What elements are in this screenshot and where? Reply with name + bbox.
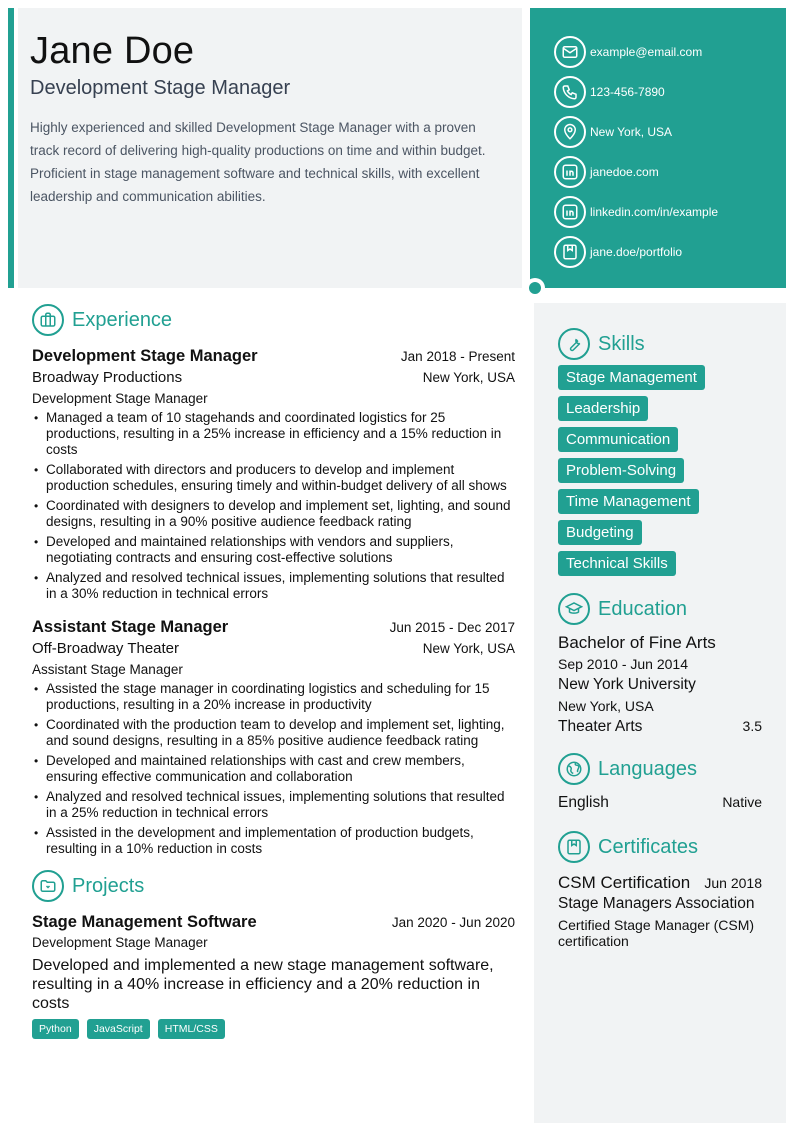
language-name: English xyxy=(558,794,609,811)
bullet: • Developed and maintained relationships with vendors and suppliers, negotiating contracts and ensuring cost-effective solutions xyxy=(32,534,515,566)
certificate-icon xyxy=(558,831,590,863)
education-score: 3.5 xyxy=(742,718,762,734)
skills-list xyxy=(558,365,762,582)
email-icon xyxy=(554,36,586,68)
languages-title: Languages xyxy=(598,757,697,780)
bullet: • Coordinated with the production team to develop and implement set, lighting, and sound designs, resulting in a 85% positive audience feedback rating xyxy=(32,717,515,749)
languages-heading xyxy=(558,752,762,786)
left-column xyxy=(32,303,515,1039)
briefcase-icon xyxy=(32,304,64,336)
experience-company: Off-Broadway Theater xyxy=(32,640,180,657)
projects-heading xyxy=(32,869,515,903)
education-area: Theater Arts xyxy=(558,718,643,735)
right-column xyxy=(534,303,786,1123)
experience-location: New York, USA xyxy=(422,370,515,385)
project-tags xyxy=(32,1019,515,1039)
portfolio-icon xyxy=(554,236,586,268)
education-degree: Bachelor of Fine Arts xyxy=(558,633,716,652)
job-title: Development Stage Manager xyxy=(30,77,291,99)
language-entry xyxy=(558,792,762,814)
experience-date: Jun 2015 - Dec 2017 xyxy=(389,620,515,635)
skill-badge: Communication xyxy=(558,427,678,452)
contact-website-text: janedoe.com xyxy=(590,165,659,179)
experience-location: New York, USA xyxy=(422,641,515,656)
bullet: • Managed a team of 10 stagehands and coordinated logistics for 25 productions, resulting in a 25% increase in efficiency and a 15% reduction in costs xyxy=(32,410,515,458)
skill-badge: Problem-Solving xyxy=(558,458,684,483)
contact-portfolio-text: jane.doe/portfolio xyxy=(590,245,683,259)
experience-heading xyxy=(32,303,515,337)
certificates-title: Certificates xyxy=(598,835,699,858)
contact-linkedin[interactable] xyxy=(554,192,786,232)
project-role: Development Stage Manager xyxy=(32,935,208,950)
experience-role: Development Stage Manager xyxy=(32,391,208,406)
education-title: Education xyxy=(598,597,687,620)
divider-dot xyxy=(529,282,541,294)
experience-position: Assistant Stage Manager xyxy=(32,618,229,636)
skill-badge: Budgeting xyxy=(558,520,642,545)
experience-role: Assistant Stage Manager xyxy=(32,662,183,677)
project-tag: Python xyxy=(32,1019,79,1039)
contact-location xyxy=(554,112,786,152)
summary: Highly experienced and skilled Development Stage Manager with a proven track record of delivering high-quality productions on time and within budget. Proficient in stage management software and technical skills, with excellent leadership and communication abilities. xyxy=(30,120,486,204)
graduation-cap-icon xyxy=(558,593,590,625)
project-entry xyxy=(32,911,515,1039)
project-date: Jan 2020 - Jun 2020 xyxy=(391,915,515,930)
bullet: • Developed and maintained relationships with cast and crew members, ensuring effective communication and collaboration xyxy=(32,753,515,785)
contact-phone[interactable] xyxy=(554,72,786,112)
contact-phone-text: 123-456-7890 xyxy=(590,85,665,99)
experience-bullets xyxy=(32,410,515,602)
skill-badge: Stage Management xyxy=(558,365,705,390)
contact-panel xyxy=(530,8,786,288)
education-heading xyxy=(558,592,762,626)
name: Jane Doe xyxy=(30,30,195,72)
experience-date: Jan 2018 - Present xyxy=(400,349,515,364)
project-tag: HTML/CSS xyxy=(158,1019,225,1039)
education-date: Sep 2010 - Jun 2014 xyxy=(558,656,688,672)
skills-title: Skills xyxy=(598,332,645,355)
contact-linkedin-text: linkedin.com/in/example xyxy=(590,205,719,219)
contact-portfolio[interactable] xyxy=(554,232,786,272)
bullet: • Assisted in the development and implementation of production budgets, resulting in a 10% reduction in costs xyxy=(32,825,515,857)
bullet: • Coordinated with designers to develop and implement set, lighting, and sound designs, resulting in a 90% positive audience feedback rating xyxy=(32,498,515,530)
contact-website[interactable] xyxy=(554,152,786,192)
skills-heading xyxy=(558,327,762,361)
header xyxy=(18,8,522,288)
contact-email-text: example@email.com xyxy=(590,45,703,59)
skill-badge: Time Management xyxy=(558,489,699,514)
language-level: Native xyxy=(722,794,762,810)
contact-email[interactable] xyxy=(554,32,786,72)
phone-icon xyxy=(554,76,586,108)
contact-location-text: New York, USA xyxy=(590,125,673,139)
certificate-entry xyxy=(558,872,762,949)
education-location: New York, USA xyxy=(558,698,654,714)
experience-company: Broadway Productions xyxy=(32,369,183,386)
project-title: Stage Management Software xyxy=(32,913,257,931)
project-tag: JavaScript xyxy=(87,1019,150,1039)
linkedin-icon xyxy=(554,196,586,228)
skill-badge: Technical Skills xyxy=(558,551,676,576)
bullet: • Assisted the stage manager in coordinating logistics and scheduling for 15 productions, resulting in a 20% increase in productivity xyxy=(32,681,515,713)
experience-title: Experience xyxy=(72,308,173,331)
certificate-date: Jun 2018 xyxy=(704,875,762,891)
experience-bullets xyxy=(32,681,515,857)
bullet: • Analyzed and resolved technical issues, implementing solutions that resulted in a 30% reduction in technical errors xyxy=(32,570,515,602)
experience-entry xyxy=(32,345,515,602)
bullet: • Analyzed and resolved technical issues, implementing solutions that resulted in a 25% reduction in technical errors xyxy=(32,789,515,821)
wrench-icon xyxy=(558,328,590,360)
education-entry xyxy=(558,632,762,738)
certificate-issuer: Stage Managers Association xyxy=(558,895,755,912)
bullet: • Collaborated with directors and producers to develop and implement production schedules, ensuring timely and within-budget delivery of all shows xyxy=(32,462,515,494)
experience-position: Development Stage Manager xyxy=(32,347,258,365)
certificate-summary: Certified Stage Manager (CSM) certification xyxy=(558,917,755,949)
certificates-heading xyxy=(558,830,762,864)
globe-icon xyxy=(558,753,590,785)
map-pin-icon xyxy=(554,116,586,148)
project-description: Developed and implemented a new stage management software, resulting in a 40% increase in efficiency and a 20% reduction in costs xyxy=(32,957,494,1012)
folder-icon xyxy=(32,870,64,902)
linkedin-icon xyxy=(554,156,586,188)
certificate-name: CSM Certification xyxy=(558,873,691,892)
education-school: New York University xyxy=(558,676,696,693)
experience-entry xyxy=(32,616,515,857)
projects-title: Projects xyxy=(72,874,145,897)
accent-bar xyxy=(8,8,14,288)
skill-badge: Leadership xyxy=(558,396,648,421)
